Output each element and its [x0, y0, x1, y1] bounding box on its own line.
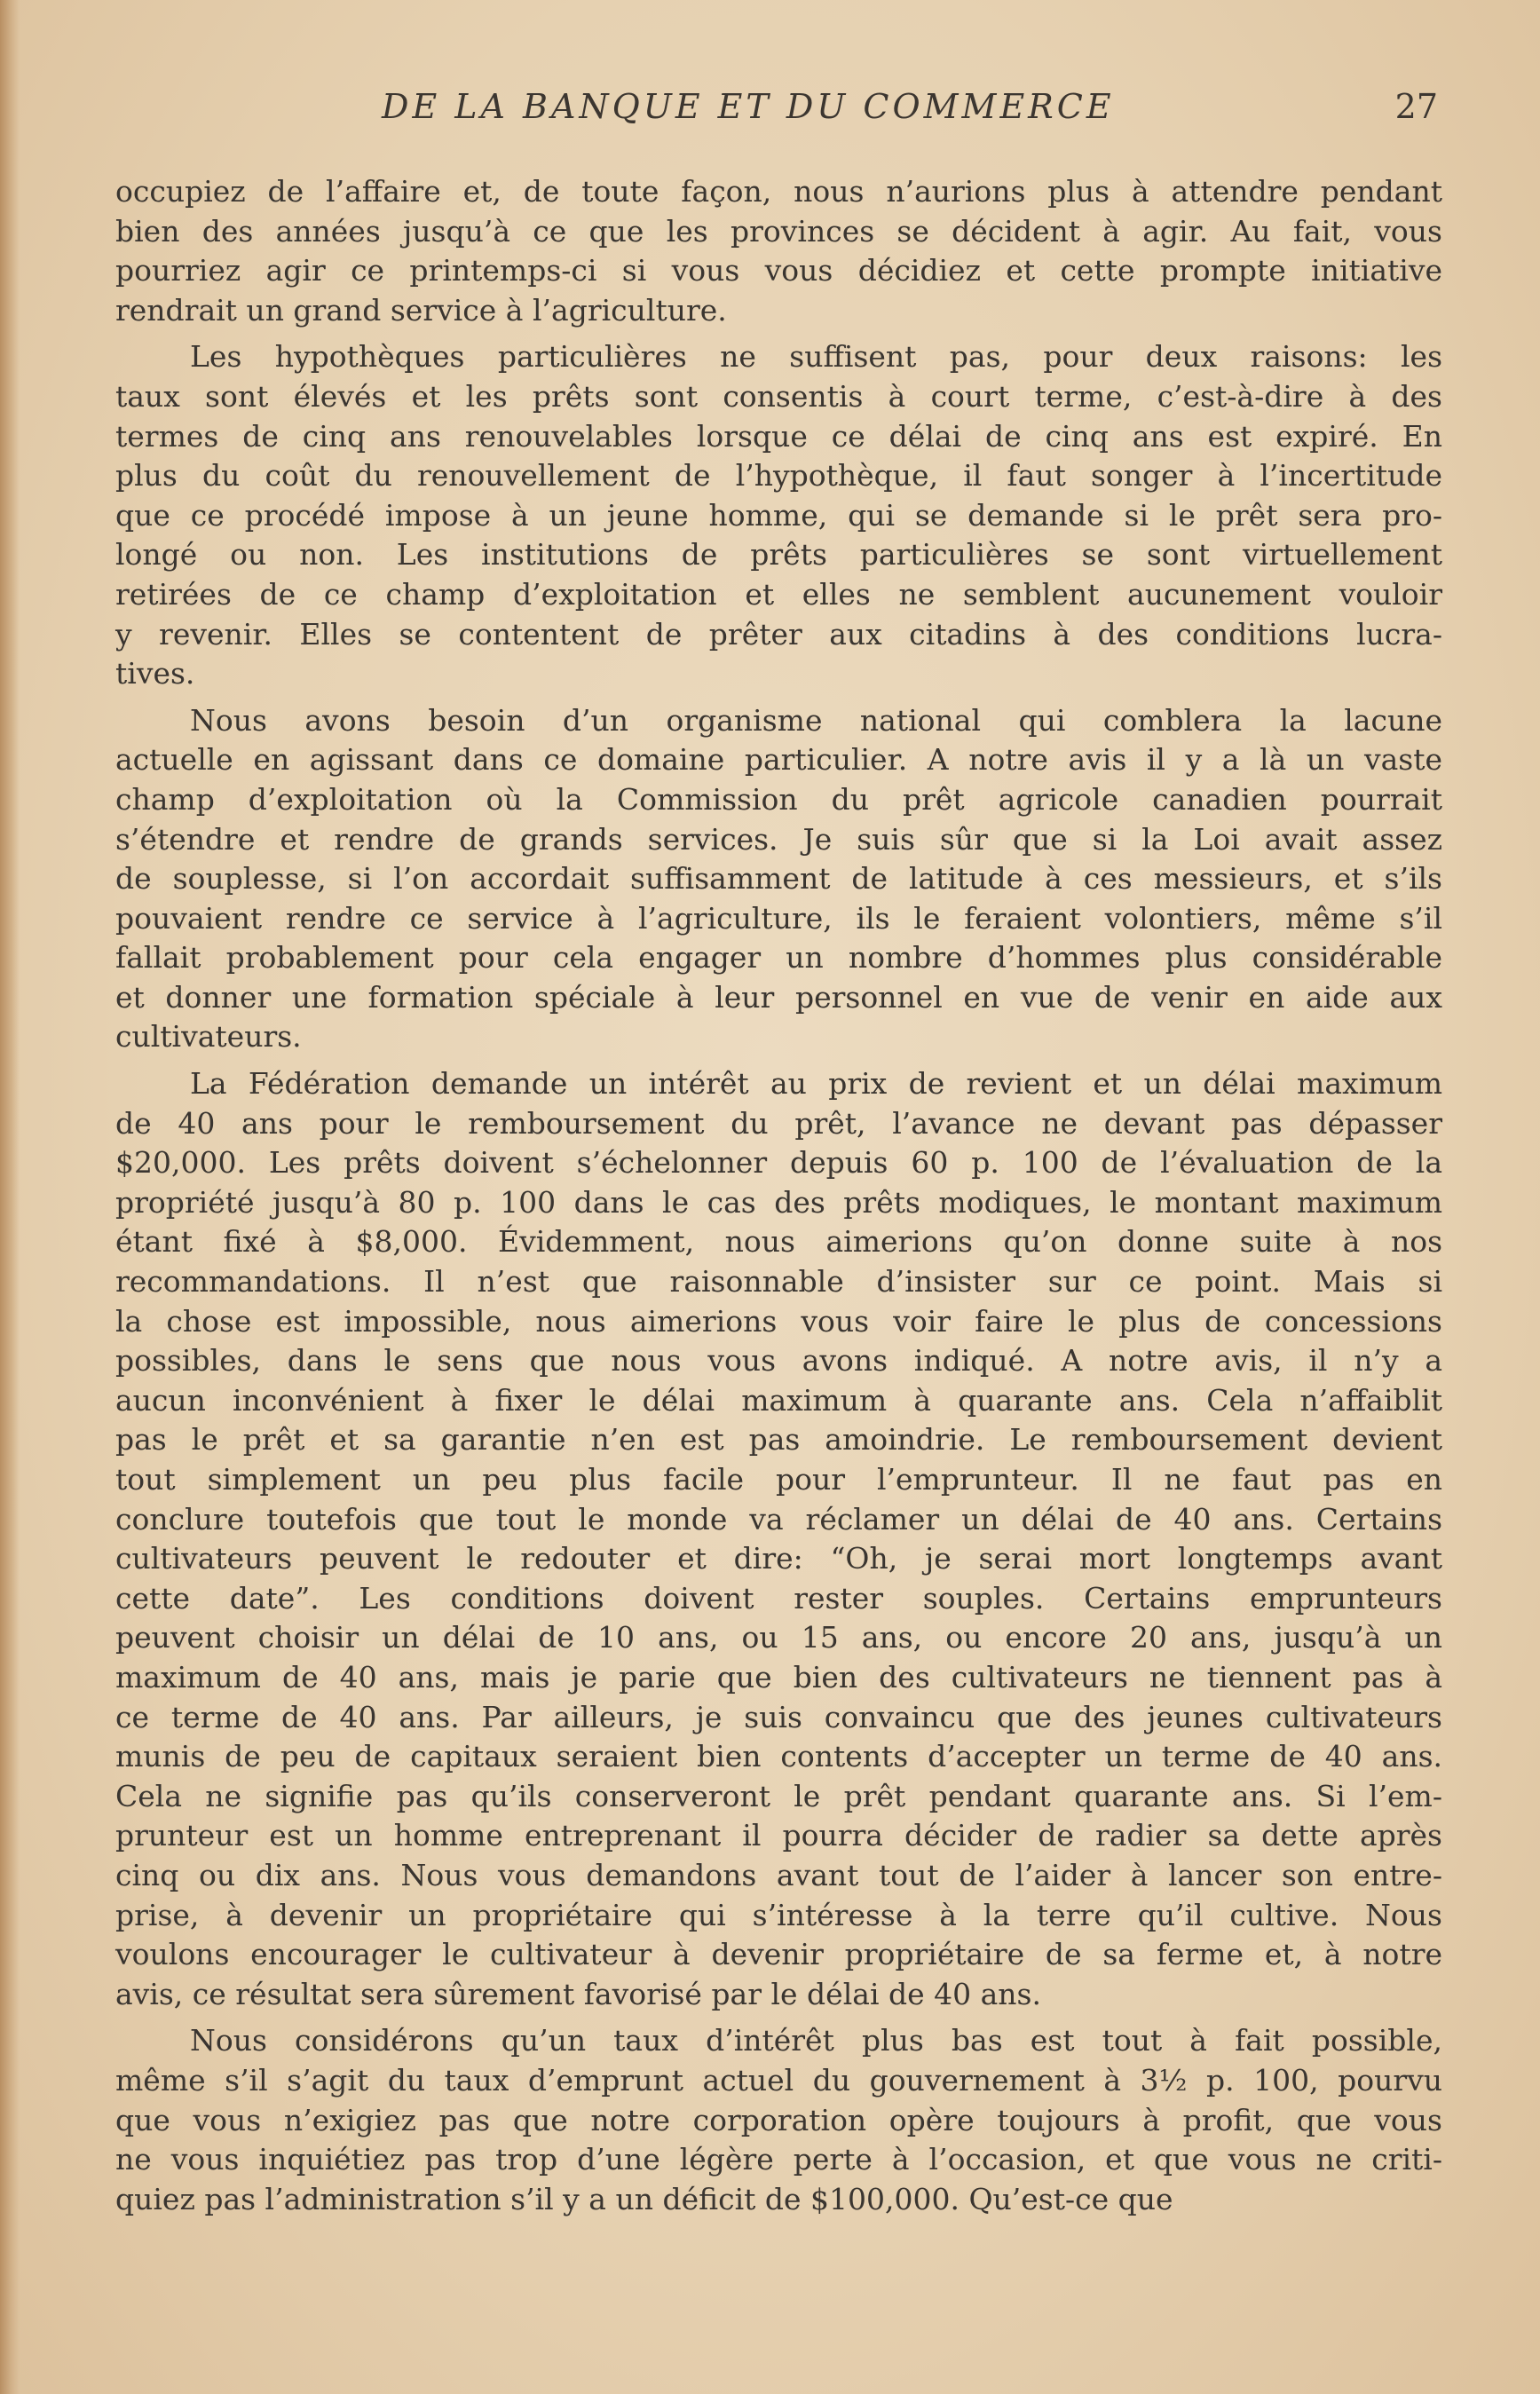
text-line: que vous n’exigiez pas que notre corporation opère toujours à profit, que vous	[115, 2102, 1442, 2137]
text-line: bien des années jusqu’à ce que les provinces se décident à agir. Au fait, vous	[115, 213, 1442, 249]
paragraph	[115, 701, 1442, 1057]
text-line: tives.	[115, 656, 195, 691]
text-line: longé ou non. Les institutions de prêts particulières se sont virtuellement	[115, 537, 1442, 573]
text-line: possibles, dans le sens que nous vous avons indiqué. A notre avis, il n’y a	[115, 1343, 1442, 1379]
text-line: avis, ce résultat sera sûrement favorisé par le délai de 40 ans.	[115, 1976, 1041, 2011]
text-line: recommandations. Il n’est que raisonnable d’insister sur ce point. Mais si	[115, 1264, 1442, 1300]
text-line: pouvaient rendre ce service à l’agriculture, ils le feraient volontiers, même s’il	[115, 900, 1442, 936]
text-line: peuvent choisir un délai de 10 ans, ou 15 ans, ou encore 20 ans, jusqu’à un	[115, 1620, 1442, 1655]
text-line: actuelle en agissant dans ce domaine particulier. A notre avis il y a là un vaste	[115, 742, 1442, 778]
text-line: même s’il s’agit du taux d’emprunt actuel du gouvernement à 3½ p. 100, pourvu	[115, 2062, 1442, 2098]
text-line: Cela ne signifie pas qu’ils conserveront le prêt pendant quarante ans. Si l’em-	[115, 1778, 1442, 1813]
text-line: ne vous inquiétiez pas trop d’une légère perte à l’occasion, et que vous ne criti-	[115, 2142, 1442, 2177]
text-line: aucun inconvénient à fixer le délai maximum à quarante ans. Cela n’affaiblit	[115, 1382, 1442, 1418]
text-line: et donner une formation spéciale à leur personnel en vue de venir en aide aux	[115, 979, 1442, 1015]
text-line: ce terme de 40 ans. Par ailleurs, je suis convaincu que des jeunes cultivateurs	[115, 1699, 1442, 1734]
text-line: munis de peu de capitaux seraient bien contents d’accepter un terme de 40 ans.	[115, 1739, 1442, 1774]
paragraph-gap	[115, 2014, 1442, 2021]
text-line: que ce procédé impose à un jeune homme, qui se demande si le prêt sera pro-	[115, 497, 1442, 533]
running-head: DE LA BANQUE ET DU COMMERCE	[382, 87, 1115, 126]
text-line: taux sont élevés et les prêts sont consentis à court terme, c’est-à-dire à des	[115, 378, 1442, 414]
text-line: pourriez agir ce printemps-ci si vous vous décidiez et cette prompte initiative	[115, 253, 1442, 288]
text-line: prise, à devenir un propriétaire qui s’intéresse à la terre qu’il cultive. Nous	[115, 1897, 1442, 1932]
paragraph	[115, 172, 1442, 330]
text-line: prunteur est un homme entreprenant il pourra décider de radier sa dette après	[115, 1818, 1442, 1853]
text-line: La Fédération demande un intérêt au prix de revient et un délai maximum	[190, 1066, 1442, 1102]
text-line: plus du coût du renouvellement de l’hypothèque, il faut songer à l’incertitude	[115, 458, 1442, 494]
text-line: Les hypothèques particulières ne suffisent pas, pour deux raisons: les	[190, 339, 1442, 375]
text-line: étant fixé à $8,000. Évidemment, nous aimerions qu’on donne suite à nos	[115, 1224, 1442, 1260]
paragraph-gap	[115, 330, 1442, 337]
text-line: de souplesse, si l’on accordait suffisamment de latitude à ces messieurs, et s’ils	[115, 861, 1442, 897]
paragraph	[115, 337, 1442, 693]
text-line: quiez pas l’administration s’il y a un déficit de $100,000. Qu’est-ce que	[115, 2181, 1173, 2216]
text-line: la chose est impossible, nous aimerions vous voir faire le plus de concessions	[115, 1303, 1442, 1339]
text-line: rendrait un grand service à l’agriculture.	[115, 292, 727, 328]
text-line: cultivateurs.	[115, 1019, 302, 1055]
text-line: cinq ou dix ans. Nous vous demandons avant tout de l’aider à lancer son entre-	[115, 1857, 1442, 1892]
page-header	[115, 87, 1438, 135]
text-line: Nous avons besoin d’un organisme national qui comblera la lacune	[190, 702, 1442, 738]
text-line: pas le prêt et sa garantie n’en est pas amoindrie. Le remboursement devient	[115, 1422, 1442, 1458]
text-line: s’étendre et rendre de grands services. Je suis sûr que si la Loi avait assez	[115, 821, 1442, 857]
paragraph-gap	[115, 694, 1442, 701]
text-line: retirées de ce champ d’exploitation et elles ne semblent aucunement vouloir	[115, 576, 1442, 612]
paragraph-gap	[115, 1057, 1442, 1064]
page-binding-shadow	[0, 0, 20, 2394]
body-text	[115, 172, 1442, 2219]
text-line: $20,000. Les prêts doivent s’échelonner depuis 60 p. 100 de l’évaluation de la	[115, 1145, 1442, 1181]
text-line: termes de cinq ans renouvelables lorsque ce délai de cinq ans est expiré. En	[115, 418, 1442, 454]
text-line: tout simplement un peu plus facile pour l’emprunteur. Il ne faut pas en	[115, 1462, 1442, 1497]
text-line: occupiez de l’affaire et, de toute façon, nous n’aurions plus à attendre pendant	[115, 174, 1442, 209]
paragraph	[115, 2021, 1442, 2219]
text-line: cultivateurs peuvent le redouter et dire: “Oh, je serai mort longtemps avant	[115, 1541, 1442, 1576]
text-line: conclure toutefois que tout le monde va réclamer un délai de 40 ans. Certains	[115, 1501, 1442, 1537]
text-line: y revenir. Elles se contentent de prêter aux citadins à des conditions lucra-	[115, 616, 1442, 652]
text-line: maximum de 40 ans, mais je parie que bien des cultivateurs ne tiennent pas à	[115, 1659, 1442, 1695]
page-number: 27	[1394, 87, 1438, 126]
text-line: de 40 ans pour le remboursement du prêt, l’avance ne devant pas dépasser	[115, 1105, 1442, 1141]
text-line: cette date”. Les conditions doivent rester souples. Certains emprunteurs	[115, 1580, 1442, 1616]
paragraph	[115, 1064, 1442, 2014]
text-line: Nous considérons qu’un taux d’intérêt plus bas est tout à fait possible,	[190, 2023, 1442, 2058]
text-line: voulons encourager le cultivateur à devenir propriétaire de sa ferme et, à notre	[115, 1937, 1442, 1972]
text-line: propriété jusqu’à 80 p. 100 dans le cas des prêts modiques, le montant maximum	[115, 1184, 1442, 1220]
text-line: champ d’exploitation où la Commission du prêt agricole canadien pourrait	[115, 781, 1442, 817]
text-line: fallait probablement pour cela engager un nombre d’hommes plus considérable	[115, 940, 1442, 976]
